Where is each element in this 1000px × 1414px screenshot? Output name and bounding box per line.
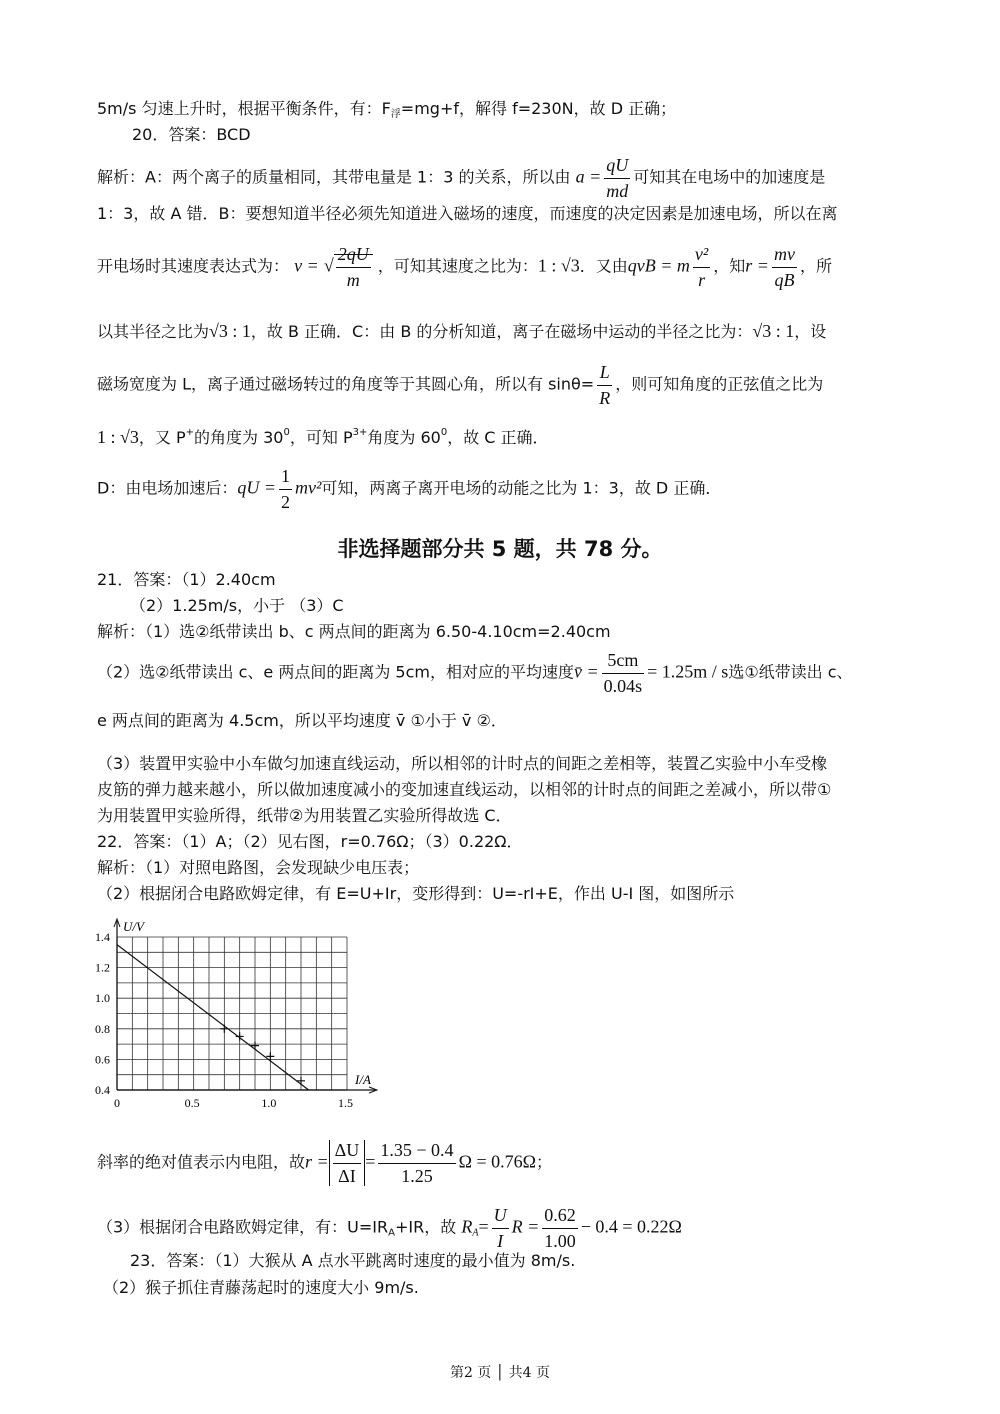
q22-a4-r: R = bbox=[511, 1216, 540, 1237]
q20-l3-ratio: 1 : √3 bbox=[537, 255, 580, 276]
q21-a2-v: v̄ = bbox=[574, 661, 599, 682]
q20-l6-text2: 的角度为 30 bbox=[194, 428, 284, 447]
y-tick-label: 1.4 bbox=[95, 930, 110, 944]
q20-l7-frac bbox=[279, 466, 292, 512]
q20-l1-text2: 可知其在电场中的加速度是 bbox=[633, 167, 826, 187]
frac-den: 1.00 bbox=[544, 1230, 576, 1251]
intro-sub: 浮 bbox=[390, 109, 401, 120]
frac-num: v² bbox=[693, 244, 710, 268]
q22-a3-text2: ； bbox=[535, 1152, 552, 1172]
q21-a6: 为用装置甲实验所得，纸带②为用装置乙实验所得故选 C． bbox=[97, 806, 512, 825]
frac-den: qB bbox=[774, 269, 795, 290]
frac-num: 1 bbox=[279, 466, 292, 490]
x-tick-label: 0.5 bbox=[184, 1096, 200, 1110]
q22-a3-res: Ω = 0.76Ω bbox=[458, 1151, 536, 1172]
q20-l6-text3: ，可知 P bbox=[289, 428, 353, 447]
frac-num: 2qU bbox=[336, 244, 371, 268]
q20-l4-text: 以其半径之比为 bbox=[97, 322, 210, 341]
q20-l3-text: 开电场时其速度表达式为： bbox=[97, 256, 290, 276]
frac-num: L bbox=[597, 362, 612, 386]
x-tick-label: 0 bbox=[114, 1096, 120, 1110]
q20-l3-text5: ，所 bbox=[799, 256, 832, 276]
page-footer: 第2 页 │ 共4 页 bbox=[449, 1365, 551, 1381]
q22-a4-frac2 bbox=[542, 1205, 578, 1251]
frac-den: m bbox=[346, 269, 360, 290]
y-axis-label: U/V bbox=[123, 919, 144, 934]
q22-a3-eq: = bbox=[365, 1151, 376, 1172]
q20-l5-text: 磁场宽度为 L，离子通过磁场转过的角度等于其圆心角，所以有 sinθ= bbox=[97, 374, 595, 394]
q22-a3 bbox=[97, 1140, 552, 1186]
q20-line1 bbox=[97, 155, 825, 201]
q20-l3-r: r = bbox=[745, 255, 769, 276]
q20-l4-ratio2: √3 : 1 bbox=[752, 321, 795, 341]
frac-den: 2 bbox=[280, 491, 290, 512]
frac-num: 5cm bbox=[602, 650, 645, 674]
frac-num: U bbox=[492, 1205, 509, 1229]
q22-a3-r: r = bbox=[305, 1151, 329, 1172]
q20-l6-text4: 角度为 60 bbox=[367, 428, 441, 447]
q20-l3-text4: ，知 bbox=[713, 256, 746, 276]
q21-answer1: 21．答案：（1）2.40cm bbox=[97, 570, 276, 589]
frac-num: qU bbox=[604, 155, 630, 179]
q20-l1-text: 解析：A：两个离子的质量相同，其带电量是 1：3 的关系，所以由 bbox=[97, 167, 571, 187]
q20-l7-eq2: mv² bbox=[294, 477, 322, 498]
q20-l3-sqrt: √ $\frac{2qU}{m}$ bbox=[324, 244, 373, 290]
q20-l6-sup2: 0 bbox=[283, 427, 290, 438]
section-heading: 非选择题部分共 5 题，共 78 分。 bbox=[337, 537, 663, 561]
u-i-graph bbox=[93, 915, 383, 1115]
q20-line5 bbox=[97, 362, 823, 408]
data-point bbox=[251, 1042, 259, 1050]
q22-answer: 22．答案：（1）A；（2）见右图，r=0.76Ω；（3）0.22Ω． bbox=[97, 832, 523, 851]
y-tick-label: 0.8 bbox=[95, 1021, 110, 1036]
q22-a4-eq: = bbox=[478, 1216, 489, 1237]
x-axis-label: I/A bbox=[355, 1072, 371, 1087]
q23-answer1: 23．答案：（1）大猴从 A 点水平跳离时速度的最小值为 8m/s. bbox=[130, 1251, 576, 1270]
q21-a2-frac bbox=[602, 650, 645, 696]
frac-den: 0.04s bbox=[603, 675, 643, 696]
q20-l1-eq: a = bbox=[575, 166, 602, 187]
q20-l4-ratio: √3 : 1 bbox=[209, 321, 251, 341]
x-tick-label: 1.0 bbox=[261, 1096, 277, 1110]
q20-l7-text: D：由电场加速后： bbox=[97, 478, 238, 498]
q21-answer2: （2）1.25m/s，小于 （3）C bbox=[130, 596, 344, 615]
q21-a2-text2: 选①纸带读出 c、 bbox=[728, 662, 853, 682]
fit-line bbox=[117, 945, 309, 1090]
q20-answer: 20．答案：BCD bbox=[132, 125, 251, 144]
q22-a4 bbox=[97, 1205, 682, 1251]
q22-a4-sub: A bbox=[388, 1227, 395, 1239]
q22-a4-frac1 bbox=[492, 1205, 509, 1251]
frac-den: I bbox=[497, 1230, 504, 1251]
frac-den: md bbox=[606, 180, 629, 201]
q20-line3 bbox=[97, 244, 832, 290]
q20-l6-sup: + bbox=[185, 427, 195, 438]
q21-a2 bbox=[97, 650, 853, 696]
x-tick-label: 1.5 bbox=[338, 1096, 353, 1110]
frac-den: 1.25 bbox=[401, 1165, 433, 1186]
frac-den: R bbox=[599, 387, 611, 408]
q22-a4-text2: +IR，故 bbox=[394, 1217, 457, 1237]
q21-a2-text: （2）选②纸带读出 c、e 两点间的距离为 5cm，相对应的平均速度 bbox=[97, 662, 574, 682]
q20-l6-sup3: 3+ bbox=[352, 427, 368, 438]
q22-a3-text: 斜率的绝对值表示内电阻，故 bbox=[97, 1152, 306, 1172]
q23-answer2: （2）猴子抓住青藤荡起时的速度大小 9m/s. bbox=[103, 1278, 419, 1297]
q22-a4-text: （3）根据闭合电路欧姆定律，有：U=IR bbox=[97, 1217, 389, 1237]
intro-text: 5m/s 匀速上升时，根据平衡条件，有：F bbox=[97, 99, 391, 118]
q22-a3-abs bbox=[329, 1140, 366, 1186]
q22-a3-frac bbox=[378, 1140, 455, 1186]
q20-line4 bbox=[97, 322, 826, 340]
intro-text-end: =mg+f，解得 f=230N，故 D 正确； bbox=[400, 99, 677, 118]
q20-l1-frac bbox=[604, 155, 630, 201]
q21-a4: （3）装置甲实验中小车做匀加速直线运动，所以相邻的计时点的间距之差相等，装置乙实验中小车受橡 bbox=[97, 754, 828, 773]
q20-line2: 1：3，故 A 错．B：要想知道半径必须先知道进入磁场的速度，而速度的决定因素是加速电场，所以在离 bbox=[97, 204, 838, 223]
frac-den: r bbox=[698, 269, 706, 290]
q22-a4-ra: R bbox=[461, 1216, 473, 1237]
y-tick-label: 0.6 bbox=[95, 1052, 110, 1067]
q20-l3-frac3 bbox=[772, 244, 797, 290]
q20-l4-text3: ，设 bbox=[794, 322, 827, 341]
q22-a4-res: − 0.4 = 0.22Ω bbox=[580, 1216, 682, 1237]
intro-line bbox=[97, 101, 676, 120]
q20-l3-frac2 bbox=[693, 244, 710, 290]
q22-a4-ra-sub: A bbox=[472, 1227, 479, 1239]
y-tick-label: 0.4 bbox=[95, 1083, 110, 1097]
frac-den: ΔI bbox=[338, 1165, 356, 1186]
y-tick-label: 1.0 bbox=[95, 991, 110, 1006]
q22-a2: （2）根据闭合电路欧姆定律，有 E=U+Ir，变形得到：U=-rI+E，作出 U-I 图，如图所示 bbox=[97, 884, 735, 903]
q20-l6-text: ，又 P bbox=[138, 428, 186, 447]
q20-line7 bbox=[97, 466, 721, 512]
q20-l7-eq: qU = bbox=[237, 477, 276, 498]
q20-line6 bbox=[97, 428, 549, 446]
q20-l4-text2: ，故 B 正确．C：由 B 的分析知道，离子在磁场中运动的半径之比为： bbox=[250, 322, 753, 341]
q21-a3: e 两点间的距离为 4.5cm，所以平均速度 v̄ ①小于 v̄ ②． bbox=[97, 711, 507, 730]
frac-num: 0.62 bbox=[542, 1205, 578, 1229]
data-point bbox=[220, 1025, 228, 1033]
q20-l3-v: v = bbox=[294, 255, 319, 276]
frac-num: 1.35 − 0.4 bbox=[378, 1140, 455, 1164]
data-point bbox=[297, 1077, 305, 1085]
q20-l3-eq: qvB = m bbox=[627, 255, 690, 276]
q20-l6-text5: ，故 C 正确． bbox=[447, 428, 549, 447]
q20-l3-text2: ，可知其速度之比为： bbox=[377, 256, 538, 276]
q21-a1: 解析：（1）选②纸带读出 b、c 两点间的距离为 6.50-4.10cm=2.40cm bbox=[97, 622, 611, 641]
q20-l3-text3: ．又由 bbox=[579, 256, 628, 276]
y-tick-label: 1.2 bbox=[95, 960, 110, 975]
q22-a1: 解析：（1）对照电路图，会发现缺少电压表； bbox=[97, 858, 420, 877]
q20-l6-sup4: 0 bbox=[440, 427, 448, 438]
frac-num: ΔU bbox=[333, 1140, 362, 1164]
q20-l5-text2: ，则可知角度的正弦值之比为 bbox=[615, 374, 824, 394]
q20-l7-text2: 可知，两离子离开电场的动能之比为 1：3，故 D 正确． bbox=[321, 478, 722, 498]
q20-l6-ratio: 1 : √3 bbox=[97, 427, 139, 447]
q21-a5: 皮筋的弹力越来越小，所以做加速度减小的变加速直线运动，以相邻的计时点的间距之差减小，所以带① bbox=[97, 780, 832, 799]
q20-l5-frac bbox=[597, 362, 612, 408]
frac-num: mv bbox=[772, 244, 797, 268]
q21-a2-res: = 1.25m / s bbox=[647, 661, 729, 682]
